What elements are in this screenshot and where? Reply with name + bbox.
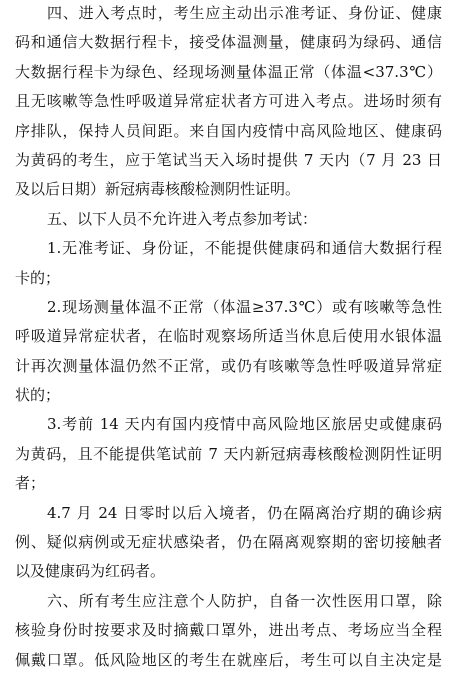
list-item-4 [15, 499, 442, 587]
text-line: 大数据行程卡为绿色、经现场测量体温正常（体温<37.3℃） [15, 62, 442, 81]
text-line: 五、以下人员不允许进入考点参加考试： [47, 209, 318, 228]
text-line: 码和通信大数据行程卡，接受体温测量，健康码为绿码、通信 [15, 33, 442, 52]
text-line: 呼吸道异常症状者，在临时观察场所适当休息后使用水银体温 [15, 327, 442, 346]
list-item-1 [15, 234, 442, 293]
text-line: 且无咳嗽等急性呼吸道异常症状者方可进入考点。进场时须有 [15, 92, 442, 111]
text-line: 4.7 月 24 日零时以后入境者，仍在隔离治疗期的确诊病 [47, 503, 442, 522]
text-line: 者； [15, 474, 46, 493]
text-line: 例、疑似病例或无症状感染者，仍在隔离观察期的密切接触者 [15, 533, 442, 552]
text-line: 为黄码的考生，应于笔试当天入场时提供 7 天内（7 月 23 日 [15, 150, 442, 169]
paragraph-exclusion-heading [15, 205, 442, 234]
text-line: 四、进入考点时，考生应主动出示准考证、身份证、健康 [47, 4, 442, 22]
paragraph-entry-rules [15, 0, 442, 205]
text-line: 核验身份时按要求及时摘戴口罩外，进出考点、考场应当全程 [15, 621, 442, 640]
text-line: 及以后日期）新冠病毒核酸检测阴性证明。 [15, 180, 301, 199]
text-line: 为黄码，且不能提供笔试前 7 天内新冠病毒核酸检测阴性证明 [15, 444, 442, 463]
text-line: 1.无准考证、身份证，不能提供健康码和通信大数据行程 [47, 239, 442, 258]
text-line: 2.现场测量体温不正常（体温≥37.3℃）或有咳嗽等急性 [47, 297, 442, 316]
text-line: 以及健康码为红码者。 [15, 562, 166, 581]
list-item-2 [15, 293, 442, 411]
text-line: 佩戴口罩。低风险地区的考生在就座后，考生可以自主决定是 [15, 650, 442, 669]
text-line: 卡的； [15, 268, 61, 287]
document-page [15, 0, 442, 675]
text-line: 状的； [15, 386, 61, 405]
text-line: 计再次测量体温仍然不正常，或仍有咳嗽等急性呼吸道异常症 [15, 356, 442, 375]
text-line: 3.考前 14 天内有国内疫情中高风险地区旅居史或健康码 [47, 415, 442, 434]
text-line: 六、所有考生应注意个人防护，自备一次性医用口罩，除 [47, 591, 442, 610]
list-item-3 [15, 410, 442, 498]
paragraph-personal-protection [15, 587, 442, 675]
text-line: 序排队，保持人员间距。来自国内疫情中高风险地区、健康码 [15, 121, 442, 140]
